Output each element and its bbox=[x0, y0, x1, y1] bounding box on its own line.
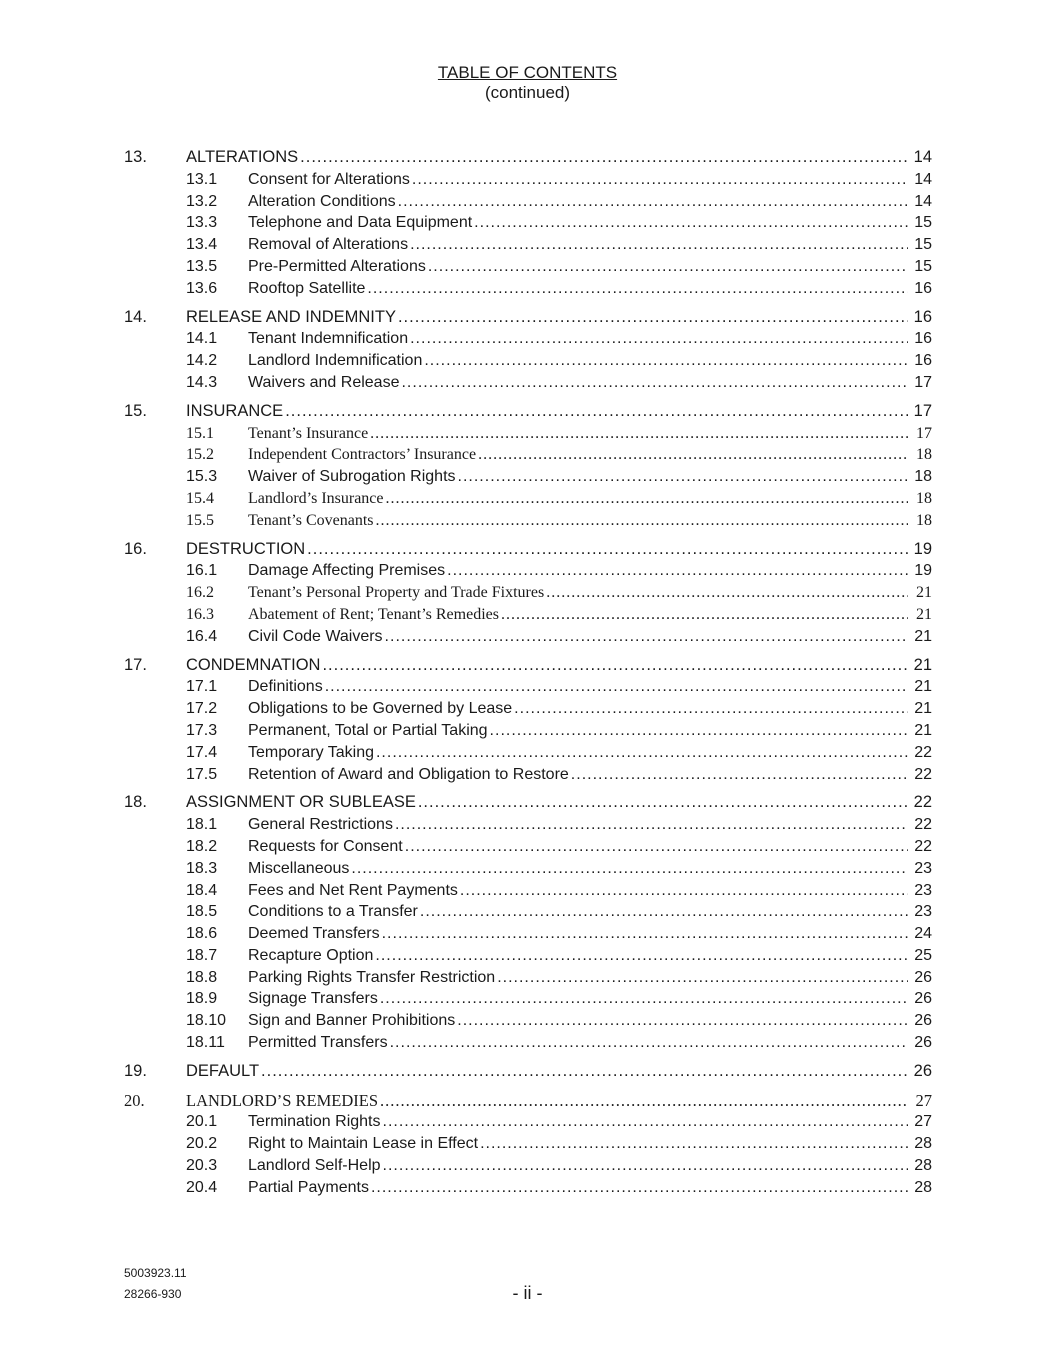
dot-leader bbox=[375, 945, 908, 967]
subsection-number: 13.5 bbox=[186, 257, 218, 275]
subsection-page: 27 bbox=[914, 1113, 932, 1131]
subsection-number: 17.2 bbox=[186, 700, 218, 718]
subsection-number: 18.10 bbox=[186, 1012, 227, 1030]
subsection-row[interactable] bbox=[124, 212, 932, 234]
subsection-row[interactable] bbox=[124, 560, 932, 582]
subsection-title: Removal of Alterations bbox=[248, 236, 409, 254]
dot-leader bbox=[325, 676, 908, 698]
subsection-title: Pre-Permitted Alterations bbox=[248, 257, 426, 275]
dot-leader bbox=[401, 372, 908, 394]
subsection-title: Tenant’s Covenants bbox=[248, 511, 374, 529]
subsection-page: 23 bbox=[914, 881, 932, 899]
section-number: 17. bbox=[124, 655, 147, 674]
section-page: 17 bbox=[913, 401, 932, 420]
subsection-row[interactable] bbox=[124, 350, 932, 372]
section-number: 13. bbox=[124, 148, 147, 166]
dot-leader bbox=[370, 423, 908, 445]
subsection-number: 18.5 bbox=[186, 903, 218, 921]
subsection-page: 23 bbox=[914, 903, 932, 921]
subsection-row[interactable] bbox=[124, 466, 932, 488]
subsection-title: Rooftop Satellite bbox=[248, 279, 366, 297]
subsection-title: Temporary Taking bbox=[248, 743, 374, 761]
dot-leader bbox=[351, 858, 908, 880]
subsection-title: Requests for Consent bbox=[248, 837, 403, 855]
section-title: ASSIGNMENT OR SUBLEASE bbox=[186, 793, 416, 812]
subsection-row[interactable] bbox=[124, 720, 932, 742]
subsection-page: 18 bbox=[916, 511, 932, 529]
subsection-number: 16.4 bbox=[186, 627, 218, 645]
dot-leader bbox=[458, 466, 908, 488]
dot-leader bbox=[380, 988, 908, 1010]
subsection-title: Fees and Net Rent Payments bbox=[248, 881, 458, 899]
section-row[interactable] bbox=[124, 1061, 932, 1083]
section-page: 19 bbox=[913, 539, 932, 558]
toc-section bbox=[124, 1090, 932, 1199]
subsection-title: Retention of Award and Obligation to Restore bbox=[248, 765, 569, 783]
subsection-page: 18 bbox=[916, 446, 932, 464]
dot-leader bbox=[447, 560, 908, 582]
dot-leader bbox=[546, 582, 908, 604]
dot-leader bbox=[490, 720, 908, 742]
subsection-row[interactable] bbox=[124, 604, 932, 626]
section-number: 19. bbox=[124, 1061, 147, 1080]
subsection-page: 18 bbox=[914, 468, 932, 486]
dot-leader bbox=[571, 764, 908, 786]
subsection-title: Tenant’s Personal Property and Trade Fixtures bbox=[248, 584, 545, 602]
subsection-number: 18.2 bbox=[186, 837, 218, 855]
dot-leader bbox=[386, 488, 908, 510]
section-row[interactable] bbox=[124, 147, 932, 169]
dot-leader bbox=[420, 901, 908, 923]
dot-leader bbox=[405, 836, 908, 858]
subsection-number: 16.3 bbox=[186, 605, 214, 623]
subsection-row[interactable] bbox=[124, 1032, 932, 1054]
subsection-title: Waiver of Subrogation Rights bbox=[248, 468, 456, 486]
subsection-title: Consent for Alterations bbox=[248, 170, 410, 188]
subsection-number: 17.1 bbox=[186, 678, 218, 696]
toc-header bbox=[0, 63, 1055, 103]
dot-leader bbox=[383, 1111, 909, 1133]
subsection-row[interactable] bbox=[124, 1177, 932, 1199]
dot-leader bbox=[480, 1133, 908, 1155]
subsection-title: Landlord’s Insurance bbox=[248, 489, 384, 507]
subsection-number: 15.3 bbox=[186, 468, 218, 486]
subsection-title: Conditions to a Transfer bbox=[248, 903, 418, 921]
subsection-number: 17.3 bbox=[186, 721, 218, 739]
subsection-title: Recapture Option bbox=[248, 946, 374, 964]
subsection-row[interactable] bbox=[124, 742, 932, 764]
matter-id: 28266-930 bbox=[124, 1287, 182, 1301]
subsection-title: Tenant Indemnification bbox=[248, 330, 409, 348]
subsection-title: Sign and Banner Prohibitions bbox=[248, 1012, 456, 1030]
subsection-title: Partial Payments bbox=[248, 1178, 369, 1196]
dot-leader bbox=[474, 212, 908, 234]
subsection-title: Signage Transfers bbox=[248, 990, 378, 1008]
subsection-number: 20.3 bbox=[186, 1157, 218, 1175]
subsection-title: Permitted Transfers bbox=[248, 1034, 388, 1052]
subsection-number: 15.5 bbox=[186, 511, 214, 529]
subsection-row[interactable] bbox=[124, 858, 932, 880]
subsection-title: Deemed Transfers bbox=[248, 925, 380, 943]
dot-leader bbox=[376, 510, 908, 532]
subsection-page: 25 bbox=[914, 946, 932, 964]
subsection-title: Landlord Indemnification bbox=[248, 352, 423, 370]
section-page: 27 bbox=[915, 1090, 932, 1110]
subsection-row[interactable] bbox=[124, 698, 932, 720]
subsection-title: Termination Rights bbox=[248, 1113, 381, 1131]
subsection-row[interactable] bbox=[124, 836, 932, 858]
subsection-title: Tenant’s Insurance bbox=[248, 424, 369, 442]
section-page: 22 bbox=[913, 793, 932, 812]
section-title: RELEASE AND INDEMNITY bbox=[186, 307, 396, 326]
dot-leader bbox=[398, 191, 908, 213]
subsection-number: 13.1 bbox=[186, 170, 218, 188]
subsection-page: 22 bbox=[914, 743, 932, 761]
dot-leader bbox=[478, 444, 908, 466]
dot-leader bbox=[390, 1032, 908, 1054]
subsection-page: 16 bbox=[914, 330, 932, 348]
subsection-page: 26 bbox=[914, 1034, 932, 1052]
subsection-row[interactable] bbox=[124, 1155, 932, 1177]
subsection-page: 28 bbox=[914, 1178, 932, 1196]
dot-leader bbox=[418, 792, 908, 814]
dot-leader bbox=[322, 655, 908, 677]
subsection-row[interactable] bbox=[124, 880, 932, 902]
subsection-page: 15 bbox=[914, 236, 932, 254]
dot-leader bbox=[261, 1061, 908, 1083]
dot-leader bbox=[382, 923, 908, 945]
subsection-page: 14 bbox=[914, 192, 932, 210]
subsection-page: 15 bbox=[914, 257, 932, 275]
dot-leader bbox=[412, 169, 908, 191]
dot-leader bbox=[514, 698, 908, 720]
subsection-number: 17.4 bbox=[186, 743, 218, 761]
subsection-row[interactable] bbox=[124, 510, 932, 532]
subsection-page: 28 bbox=[914, 1157, 932, 1175]
subsection-page: 17 bbox=[916, 424, 932, 442]
subsection-page: 21 bbox=[916, 584, 932, 602]
subsection-title: General Restrictions bbox=[248, 816, 393, 834]
subsection-title: Landlord Self-Help bbox=[248, 1157, 381, 1175]
subsection-title: Telephone and Data Equipment bbox=[248, 214, 473, 232]
subsection-page: 22 bbox=[914, 837, 932, 855]
subsection-page: 19 bbox=[914, 562, 932, 580]
subsection-row[interactable] bbox=[124, 582, 932, 604]
section-page: 21 bbox=[913, 655, 932, 674]
page-number: - ii - bbox=[512, 1283, 543, 1303]
subsection-page: 18 bbox=[916, 489, 932, 507]
subsection-number: 18.9 bbox=[186, 990, 218, 1008]
subsection-number: 14.1 bbox=[186, 330, 218, 348]
subsection-number: 18.3 bbox=[186, 859, 218, 877]
subsection-number: 15.4 bbox=[186, 489, 214, 507]
subsection-number: 17.5 bbox=[186, 765, 218, 783]
dot-leader bbox=[410, 328, 908, 350]
subsection-row[interactable] bbox=[124, 488, 932, 510]
subsection-row[interactable] bbox=[124, 814, 932, 836]
subsection-page: 21 bbox=[914, 721, 932, 739]
toc-section bbox=[124, 307, 932, 394]
subsection-title: Abatement of Rent; Tenant’s Remedies bbox=[248, 605, 499, 623]
subsection-title: Parking Rights Transfer Restriction bbox=[248, 968, 496, 986]
subsection-number: 13.4 bbox=[186, 236, 218, 254]
dot-leader bbox=[457, 1010, 908, 1032]
dot-leader bbox=[395, 814, 908, 836]
dot-leader bbox=[367, 278, 908, 300]
subsection-page: 23 bbox=[914, 859, 932, 877]
section-row[interactable] bbox=[124, 655, 932, 677]
subsection-page: 22 bbox=[914, 765, 932, 783]
section-title: DESTRUCTION bbox=[186, 539, 306, 558]
subsection-row[interactable] bbox=[124, 444, 932, 466]
subsection-page: 24 bbox=[914, 925, 932, 943]
section-row[interactable] bbox=[124, 792, 932, 814]
dot-leader bbox=[460, 880, 908, 902]
subsection-page: 28 bbox=[914, 1135, 932, 1153]
subsection-page: 22 bbox=[914, 816, 932, 834]
subsection-page: 16 bbox=[914, 279, 932, 297]
dot-leader bbox=[307, 539, 908, 561]
toc-section bbox=[124, 147, 932, 300]
subsection-row[interactable] bbox=[124, 256, 932, 278]
subsection-page: 21 bbox=[914, 678, 932, 696]
subsection-title: Alteration Conditions bbox=[248, 192, 396, 210]
dot-leader bbox=[424, 350, 908, 372]
section-number: 18. bbox=[124, 793, 147, 812]
subsection-page: 21 bbox=[914, 700, 932, 718]
subsection-page: 21 bbox=[916, 605, 932, 623]
section-title: LANDLORD’S REMEDIES bbox=[186, 1090, 379, 1110]
document-id: 5003923.11 bbox=[124, 1266, 187, 1280]
subsection-row[interactable] bbox=[124, 988, 932, 1010]
subsection-row[interactable] bbox=[124, 328, 932, 350]
section-page: 26 bbox=[913, 1061, 932, 1080]
subsection-row[interactable] bbox=[124, 1010, 932, 1032]
subsection-row[interactable] bbox=[124, 234, 932, 256]
section-page: 14 bbox=[913, 148, 932, 166]
subsection-title: Civil Code Waivers bbox=[248, 627, 383, 645]
subsection-number: 13.6 bbox=[186, 279, 218, 297]
section-title: DEFAULT bbox=[186, 1061, 260, 1080]
subsection-title: Damage Affecting Premises bbox=[248, 562, 446, 580]
subsection-row[interactable] bbox=[124, 967, 932, 989]
section-row[interactable] bbox=[124, 1090, 932, 1112]
subsection-row[interactable] bbox=[124, 901, 932, 923]
section-title: INSURANCE bbox=[186, 401, 284, 420]
section-number: 14. bbox=[124, 307, 147, 326]
dot-leader bbox=[380, 1090, 908, 1112]
dot-leader bbox=[383, 1155, 908, 1177]
subsection-number: 13.2 bbox=[186, 192, 218, 210]
dot-leader bbox=[410, 234, 908, 256]
subsection-title: Right to Maintain Lease in Effect bbox=[248, 1135, 479, 1153]
subsection-number: 18.11 bbox=[186, 1034, 225, 1052]
page-subtitle: (continued) bbox=[484, 83, 571, 102]
subsection-number: 14.2 bbox=[186, 352, 218, 370]
toc-section bbox=[124, 539, 932, 648]
subsection-row[interactable] bbox=[124, 923, 932, 945]
subsection-number: 18.1 bbox=[186, 816, 218, 834]
subsection-page: 26 bbox=[914, 990, 932, 1008]
subsection-number: 18.6 bbox=[186, 925, 218, 943]
subsection-page: 26 bbox=[914, 1012, 932, 1030]
subsection-row[interactable] bbox=[124, 626, 932, 648]
toc-section bbox=[124, 792, 932, 1054]
subsection-page: 16 bbox=[914, 352, 932, 370]
subsection-title: Permanent, Total or Partial Taking bbox=[248, 721, 488, 739]
toc-section bbox=[124, 1061, 932, 1083]
dot-leader bbox=[300, 147, 908, 169]
subsection-row[interactable] bbox=[124, 1111, 932, 1133]
section-row[interactable] bbox=[124, 307, 932, 329]
dot-leader bbox=[371, 1177, 908, 1199]
dot-leader bbox=[376, 742, 908, 764]
subsection-row[interactable] bbox=[124, 1133, 932, 1155]
section-row[interactable] bbox=[124, 401, 932, 423]
page-title: TABLE OF CONTENTS bbox=[437, 63, 618, 82]
section-number: 16. bbox=[124, 539, 147, 558]
subsection-number: 13.3 bbox=[186, 214, 218, 232]
subsection-title: Obligations to be Governed by Lease bbox=[248, 700, 513, 718]
subsection-page: 21 bbox=[914, 627, 932, 645]
section-number: 20. bbox=[124, 1090, 145, 1110]
subsection-row[interactable] bbox=[124, 372, 932, 394]
subsection-row[interactable] bbox=[124, 278, 932, 300]
subsection-page: 26 bbox=[914, 968, 932, 986]
subsection-row[interactable] bbox=[124, 169, 932, 191]
subsection-row[interactable] bbox=[124, 764, 932, 786]
dot-leader bbox=[385, 626, 908, 648]
subsection-title: Waivers and Release bbox=[248, 373, 400, 391]
section-title: ALTERATIONS bbox=[186, 148, 299, 166]
subsection-number: 20.4 bbox=[186, 1178, 218, 1196]
toc-section bbox=[124, 655, 932, 786]
subsection-number: 18.4 bbox=[186, 881, 218, 899]
subsection-page: 15 bbox=[914, 214, 932, 232]
subsection-row[interactable] bbox=[124, 423, 932, 445]
dot-leader bbox=[497, 967, 908, 989]
section-title: CONDEMNATION bbox=[186, 655, 321, 674]
subsection-row[interactable] bbox=[124, 191, 932, 213]
subsection-title: Independent Contractors’ Insurance bbox=[248, 446, 477, 464]
dot-leader bbox=[428, 256, 908, 278]
subsection-number: 15.2 bbox=[186, 446, 214, 464]
section-page: 16 bbox=[913, 307, 932, 326]
subsection-row[interactable] bbox=[124, 676, 932, 698]
subsection-number: 16.1 bbox=[186, 562, 218, 580]
subsection-number: 14.3 bbox=[186, 373, 218, 391]
subsection-number: 18.8 bbox=[186, 968, 218, 986]
subsection-page: 17 bbox=[914, 373, 932, 391]
section-number: 15. bbox=[124, 401, 147, 420]
table-of-contents bbox=[124, 147, 932, 1206]
subsection-title: Miscellaneous bbox=[248, 859, 350, 877]
dot-leader bbox=[501, 604, 908, 626]
dot-leader bbox=[285, 401, 908, 423]
subsection-number: 20.2 bbox=[186, 1135, 218, 1153]
subsection-number: 15.1 bbox=[186, 424, 214, 442]
subsection-number: 16.2 bbox=[186, 584, 214, 602]
subsection-number: 20.1 bbox=[186, 1113, 218, 1131]
subsection-number: 18.7 bbox=[186, 946, 218, 964]
subsection-page: 14 bbox=[914, 170, 932, 188]
toc-section bbox=[124, 401, 932, 532]
dot-leader bbox=[398, 307, 908, 329]
subsection-title: Definitions bbox=[248, 678, 323, 696]
subsection-row[interactable] bbox=[124, 945, 932, 967]
section-row[interactable] bbox=[124, 539, 932, 561]
